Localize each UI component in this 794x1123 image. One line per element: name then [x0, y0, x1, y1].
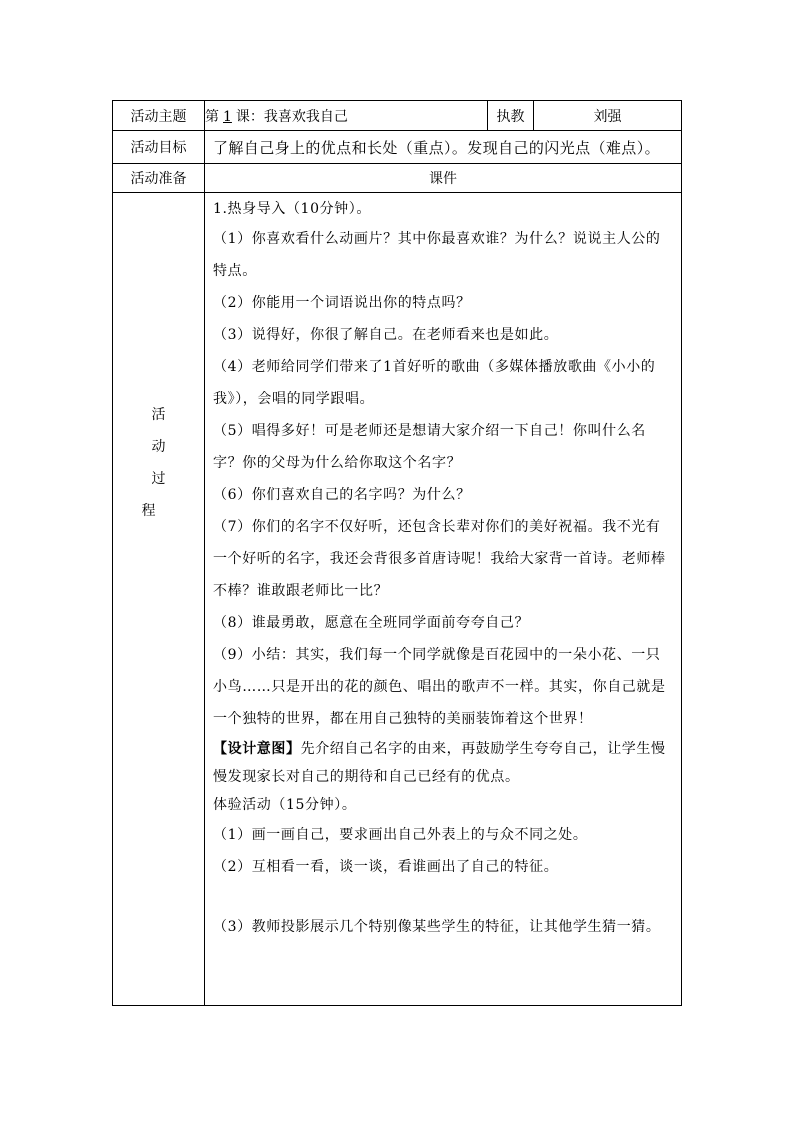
process-paragraph-3: （3）说得好，你很了解自己。在老师看来也是如此。	[213, 327, 559, 343]
design-intent-text: 先介绍自己名字的由来，再鼓励学生夸夸自己，让学生慢慢发现家长对自己的期待和自己已经有的优点。	[213, 741, 666, 785]
activity-paragraph-3: （3）教师投影展示几个特别像某些学生的特征，让其他学生猜一猜。	[213, 919, 661, 935]
process-paragraph-7: （7）你们的名字不仅好听，还包含长辈对你们的美好祝福。我不光有一个好听的名字，我还会背很多首唐诗呢！我给大家背一首诗。老师棒不棒？谁敢跟老师比一比？	[213, 519, 666, 599]
goal-row	[113, 131, 682, 164]
process-label-char-2: 动	[151, 439, 166, 455]
process-step-activity: 体验活动（15分钟）。	[213, 797, 357, 813]
process-label-char-1: 活	[151, 407, 166, 423]
process-label-char-3: 过	[151, 471, 166, 487]
teacher-name: 刘强	[534, 101, 682, 131]
process-paragraph-6: （6）你们喜欢自己的名字吗？为什么？	[213, 487, 471, 503]
prep-text: 课件	[205, 164, 682, 193]
lesson-prefix: 第	[205, 108, 219, 125]
process-paragraph-9: （9）小结：其实，我们每一个同学就像是百花园中的一朵小花、一只小鸟……只是开出的花的颜色、唱出的歌声不一样。其实，你自己就是一个独特的世界，都在用自己独特的美丽装饰着这个世界！	[213, 647, 666, 727]
activity-paragraph-1: （1）画一画自己，要求画出自己外表上的与众不同之处。	[213, 827, 588, 843]
process-content	[205, 193, 682, 1006]
process-paragraph-4: （4）老师给同学们带来了1首好听的歌曲（多媒体播放歌曲《小小的我》），会唱的同学跟唱。	[213, 359, 656, 407]
lesson-plan-table	[112, 100, 682, 1006]
lesson-number: 1	[223, 108, 232, 125]
process-step-warmup: 1.热身导入（10分钟）。	[213, 201, 371, 217]
goal-label: 活动目标	[113, 131, 205, 164]
process-paragraph-1: （1）你喜欢看什么动画片？其中你最喜欢谁？为什么？说说主人公的特点。	[213, 231, 661, 279]
design-intent-label: 【设计意图】	[213, 741, 301, 757]
lesson-title: 课：我喜欢我自己	[235, 108, 348, 125]
activity-paragraph-2: （2）互相看一看，谈一谈，看谁画出了自己的特征。	[213, 859, 559, 875]
teacher-label: 执教	[488, 101, 534, 131]
process-row	[113, 193, 682, 1006]
process-paragraph-5: （5）唱得多好！可是老师还是想请大家介绍一下自己！你叫什么名字？你的父母为什么给你取这个名字？	[213, 423, 646, 471]
spacer	[213, 883, 675, 911]
goal-text: 了解自己身上的优点和长处（重点）。发现自己的闪光点（难点）。	[205, 131, 682, 164]
prep-row	[113, 164, 682, 193]
lesson-title-cell	[205, 101, 488, 131]
theme-label: 活动主题	[113, 101, 205, 131]
design-intent	[213, 735, 675, 791]
prep-label: 活动准备	[113, 164, 205, 193]
process-label	[113, 193, 205, 1006]
process-label-char-4: 程	[141, 503, 156, 519]
process-paragraph-8: （8）谁最勇敢，愿意在全班同学面前夸夸自己？	[213, 615, 530, 631]
theme-row	[113, 101, 682, 131]
process-paragraph-2: （2）你能用一个词语说出你的特点吗？	[213, 295, 471, 311]
